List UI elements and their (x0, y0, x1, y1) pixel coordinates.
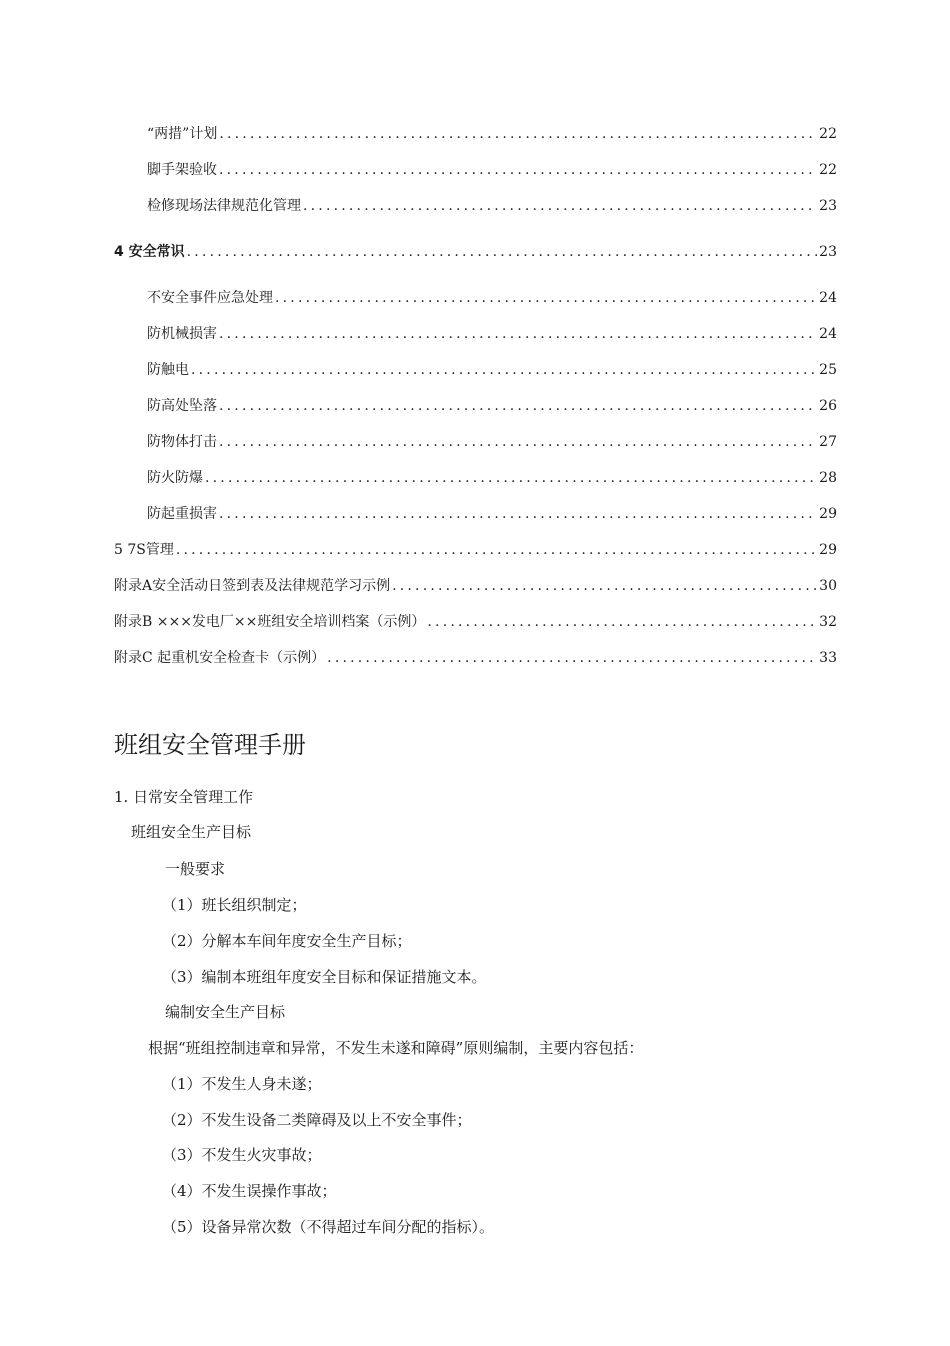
toc-page-number: 23 (819, 244, 837, 260)
toc-entry-scaffold-acceptance[interactable] (147, 158, 837, 182)
toc-entry-appendix-b[interactable] (114, 610, 837, 634)
list-item: （2）分解本车间年度安全生产目标； (162, 932, 412, 950)
subsection-heading-safety-goals: 班组安全生产目标 (131, 823, 252, 841)
toc-page-number: 22 (819, 126, 837, 142)
list-item: （5）设备异常次数（不得超过车间分配的指标）。 (162, 1218, 495, 1236)
toc-entry-two-measures-plan[interactable] (147, 122, 837, 146)
toc-page-number: 32 (819, 614, 837, 630)
toc-leader-dots (219, 502, 817, 526)
toc-leader-dots (191, 358, 817, 382)
toc-page-number: 23 (819, 198, 837, 214)
toc-entry-lifting-injury[interactable] (147, 502, 837, 526)
toc-page-number: 28 (819, 470, 837, 486)
toc-entry-label: 检修现场法律规范化管理 (147, 198, 301, 214)
toc-page-number: 25 (819, 362, 837, 378)
toc-leader-dots (219, 394, 817, 418)
toc-leader-dots (392, 574, 817, 598)
subheading-compile-goals: 编制安全生产目标 (165, 1003, 286, 1021)
document-title: 班组安全管理手册 (114, 731, 306, 759)
toc-page-number: 29 (819, 506, 837, 522)
toc-page-number: 30 (819, 578, 837, 594)
toc-entry-label: 脚手架验收 (147, 162, 217, 178)
paragraph-principle: 根据“班组控制违章和异常，不发生未遂和障碍”原则编制，主要内容包括： (148, 1039, 644, 1057)
toc-entry-label: 附录C 起重机安全检查卡（示例） (114, 650, 326, 666)
toc-entry-label: 4 安全常识 (114, 244, 185, 260)
toc-leader-dots (327, 646, 817, 670)
toc-entry-label: 附录A安全活动日签到表及法律规范学习示例 (114, 578, 391, 594)
toc-entry-incident-response[interactable] (147, 286, 837, 310)
toc-entry-safety-knowledge[interactable] (114, 240, 837, 264)
toc-leader-dots (187, 240, 817, 264)
toc-page-number: 22 (819, 162, 837, 178)
toc-entry-fall-prevention[interactable] (147, 394, 837, 418)
toc-entry-label: 防物体打击 (147, 434, 217, 450)
toc-leader-dots (303, 194, 817, 218)
toc-entry-label: 防起重损害 (147, 506, 217, 522)
toc-entry-fire-explosion[interactable] (147, 466, 837, 490)
toc-entry-appendix-c[interactable] (114, 646, 837, 670)
toc-entry-7s-management[interactable] (114, 538, 837, 562)
toc-entry-electric-shock[interactable] (147, 358, 837, 382)
toc-leader-dots (219, 158, 817, 182)
toc-page-number: 26 (819, 398, 837, 414)
toc-leader-dots (205, 466, 817, 490)
list-item: （1）班长组织制定； (162, 896, 307, 914)
toc-leader-dots (275, 286, 817, 310)
toc-page-number: 24 (819, 290, 837, 306)
toc-entry-label: “两措”计划 (147, 126, 218, 142)
toc-leader-dots (176, 538, 817, 562)
toc-entry-label: 防机械损害 (147, 326, 217, 342)
toc-leader-dots (219, 122, 817, 146)
toc-entry-label: 防火防爆 (147, 470, 203, 486)
toc-entry-label: 防触电 (147, 362, 189, 378)
section-heading-daily-safety: 1. 日常安全管理工作 (114, 788, 254, 806)
list-item: （3）编制本班组年度安全目标和保证措施文本。 (162, 968, 487, 986)
toc-entry-mechanical-injury[interactable] (147, 322, 837, 346)
toc-page-number: 29 (819, 542, 837, 558)
toc-entry-label: 5 7S管理 (114, 542, 174, 558)
list-item: （1）不发生人身未遂； (162, 1075, 322, 1093)
toc-entry-object-strike[interactable] (147, 430, 837, 454)
toc-entry-site-management[interactable] (147, 194, 837, 218)
toc-entry-label: 附录B ×××发电厂××班组安全培训档案（示例） (114, 614, 426, 630)
toc-leader-dots (219, 430, 817, 454)
toc-entry-label: 防高处坠落 (147, 398, 217, 414)
toc-entry-appendix-a[interactable] (114, 574, 837, 598)
toc-entry-label: 不安全事件应急处理 (147, 290, 273, 306)
toc-page-number: 24 (819, 326, 837, 342)
list-item: （3）不发生火灾事故； (162, 1146, 322, 1164)
subheading-general-requirements: 一般要求 (165, 860, 226, 878)
list-item: （2）不发生设备二类障碍及以上不安全事件； (162, 1111, 472, 1129)
toc-page-number: 27 (819, 434, 837, 450)
toc-leader-dots (219, 322, 817, 346)
toc-page-number: 33 (819, 650, 837, 666)
toc-leader-dots (427, 610, 817, 634)
list-item: （4）不发生误操作事故； (162, 1182, 337, 1200)
